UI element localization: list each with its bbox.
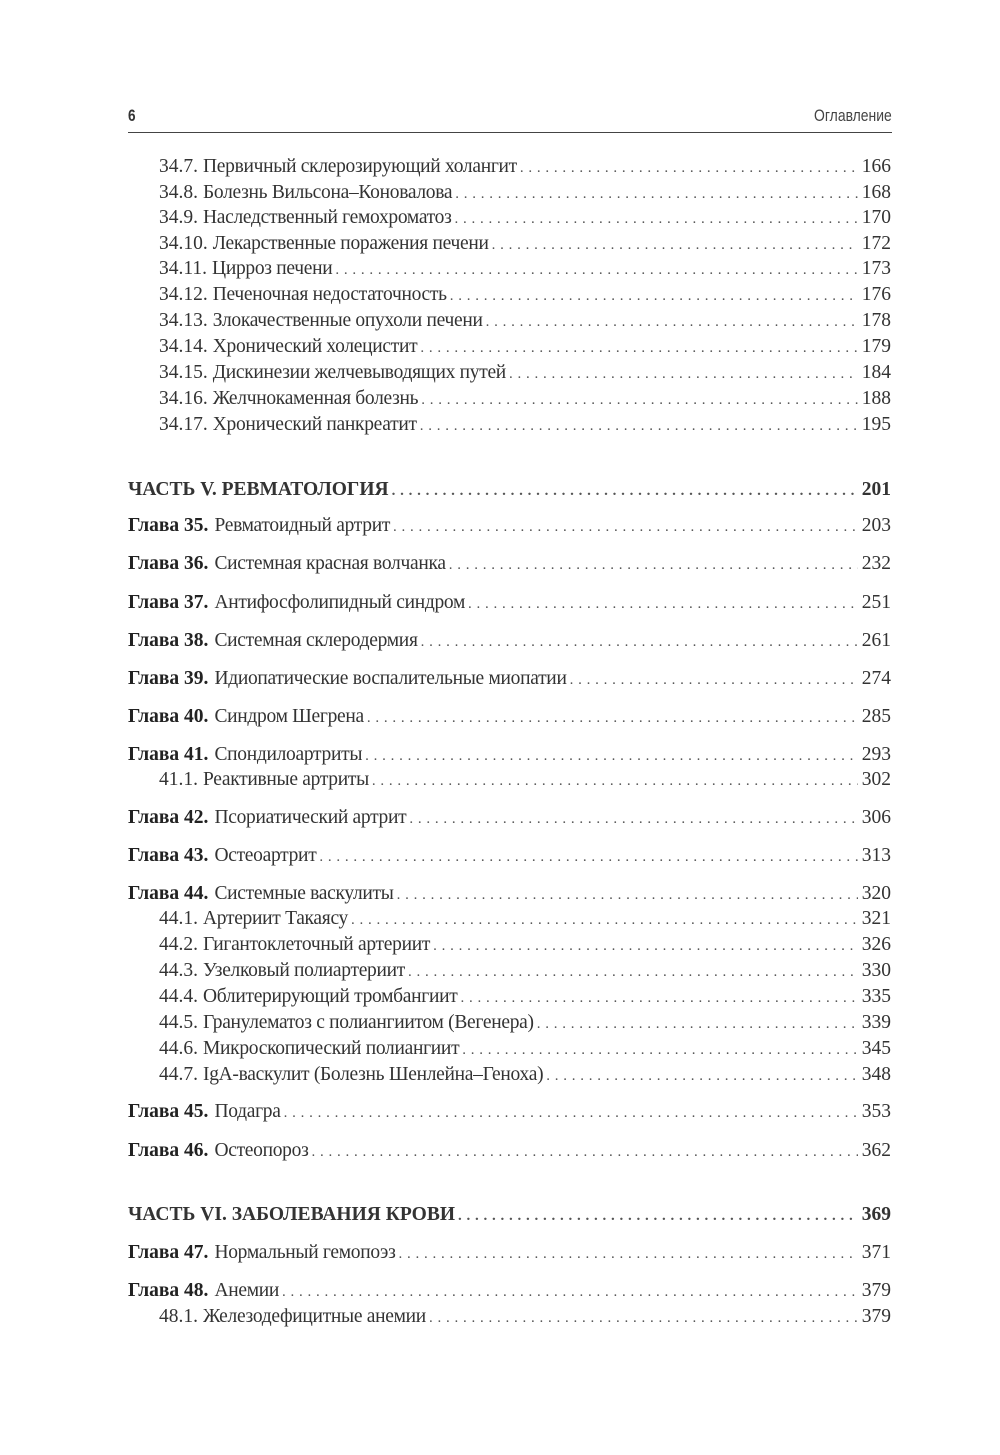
toc-entry-title: Железодефицитные анемии [203,1306,426,1327]
toc-entry-label [159,1037,459,1061]
dot-leader [397,883,858,907]
toc-entry-page: 285 [861,706,891,727]
toc-chapter-entry[interactable] [128,591,891,615]
toc-entry-number: Глава 36. [128,553,209,574]
dot-leader [372,769,858,793]
dot-leader [420,414,858,438]
toc-section-entry[interactable] [159,933,891,957]
toc-entry-number: 44.4. [159,986,198,1007]
toc-entry-label [159,907,348,931]
toc-entry-title: Лекарственные поражения печени [212,233,489,254]
toc-entry-label [128,591,465,615]
toc-entry-number: 48.1. [159,1306,198,1327]
page-number: 6 [128,106,136,125]
toc-entry-page: 313 [861,845,891,866]
toc-entry-title: Системная красная волчанка [214,553,446,574]
dot-leader [282,1280,858,1304]
toc-entry-title: Остеопороз [214,1140,309,1161]
dot-leader [455,182,857,206]
toc-entry-page: 232 [861,553,891,574]
toc-entry-label [159,387,418,411]
toc-entry-title: ЧАСТЬ V. РЕВМАТОЛОГИЯ [128,479,389,500]
dot-leader [520,156,858,180]
toc-entry-page: 362 [861,1140,891,1161]
toc-entry-title: Злокачественные опухоли печени [212,310,483,331]
dot-leader [570,668,858,692]
toc-entry-title: Болезнь Вильсона–Коновалова [203,182,453,203]
toc-entry-number: Глава 44. [128,883,209,904]
toc-chapter-entry[interactable] [128,1279,891,1303]
toc-entry-number: 44.5. [159,1012,198,1033]
toc-entry-label [128,1139,309,1163]
dot-leader [462,1038,857,1062]
toc-entry-title: IgA-васкулит (Болезнь Шенлейна–Геноха) [203,1064,544,1085]
toc-entry-page: 321 [861,908,891,929]
toc-entry-number: 34.14. [159,336,208,357]
toc-chapter-entry[interactable] [128,667,891,691]
toc-entry-number: Глава 45. [128,1101,209,1122]
toc-chapter-entry[interactable] [128,844,891,868]
toc-entry-title: Наследственный гемохроматоз [203,207,452,228]
toc-entry-number: Глава 39. [128,668,209,689]
toc-section-entry[interactable] [159,1063,891,1087]
toc-entry-number: Глава 43. [128,845,209,866]
toc-entry-label [159,959,405,983]
toc-entry-title: Псориатический артрит [214,807,407,828]
toc-entry-label [128,844,316,868]
toc-entry-number: 34.10. [159,233,208,254]
toc-entry-number: Глава 47. [128,1242,209,1263]
toc-section-entry[interactable] [159,907,891,931]
toc-entry-title: Цирроз печени [212,258,333,279]
dot-leader [421,630,858,654]
toc-entry-page: 371 [861,1242,891,1263]
toc-entry-page: 302 [861,769,891,790]
toc-entry-title: Синдром Шегрена [214,706,364,727]
toc-entry-page: 320 [861,883,891,904]
toc-entry-page: 261 [861,630,891,651]
toc-entry-number: Глава 40. [128,706,209,727]
toc-section-entry[interactable] [159,257,891,281]
dot-leader [420,336,857,360]
toc-entry-page: 203 [861,515,891,536]
toc-entry-label [128,1279,279,1303]
toc-entry-page: 251 [861,592,891,613]
toc-entry-title: Системные васкулиты [214,883,394,904]
dot-leader [468,592,858,616]
toc-entry-page: 339 [861,1012,891,1033]
toc-entry-title: Подагра [214,1101,281,1122]
dot-leader [399,1242,858,1266]
toc-entry-page: 170 [861,207,891,228]
dot-leader [408,960,858,984]
toc-entry-number: Глава 37. [128,592,209,613]
toc-part-heading[interactable] [128,478,891,502]
toc-entry-number: 34.12. [159,284,208,305]
toc-entry-label [159,283,447,307]
toc-entry-label [128,806,406,830]
toc-entry-number: 34.16. [159,388,208,409]
dot-leader [351,908,858,932]
toc-entry-label [128,882,394,906]
toc-entry-label [159,1011,534,1035]
dot-leader [284,1101,858,1125]
toc-entry-number: 44.3. [159,960,198,981]
toc-section-entry[interactable] [159,283,891,307]
toc-entry-number: 44.6. [159,1038,198,1059]
toc-entry-label [159,257,332,281]
toc-entry-page: 379 [861,1280,891,1301]
toc-chapter-entry[interactable] [128,514,891,538]
toc-entry-title: Желчнокаменная болезнь [212,388,419,409]
toc-entry-number: Глава 42. [128,807,209,828]
toc-entry-title: Гигантоклеточный артериит [203,934,431,955]
toc-entry-title: Хронический холецистит [212,336,418,357]
toc-entry-number: Глава 48. [128,1280,209,1301]
toc-entry-number: Глава 46. [128,1140,209,1161]
toc-entry-page: 173 [861,258,891,279]
toc-section-entry[interactable] [159,335,891,359]
toc-entry-title: Остеоартрит [214,845,317,866]
toc-entry-title: Анемии [214,1280,280,1301]
toc-entry-label [128,629,418,653]
toc-chapter-entry[interactable] [128,705,891,729]
toc-entry-number: 44.7. [159,1064,198,1085]
dot-leader [393,515,858,539]
dot-leader [367,706,858,730]
toc-entry-label [159,206,452,230]
toc-entry-label [128,1241,396,1265]
toc-entry-page: 348 [861,1064,891,1085]
toc-entry-page: 293 [861,744,891,765]
toc-entry-title: Первичный склерозирующий холангит [203,156,517,177]
toc-entry-label [159,985,457,1009]
toc-section-entry[interactable] [159,181,891,205]
dot-leader [546,1064,857,1088]
toc-section-entry[interactable] [159,309,891,333]
dot-leader [458,1204,858,1228]
toc-entry-title: Печеночная недостаточность [212,284,447,305]
dot-leader [335,258,857,282]
toc-entry-number: 41.1. [159,769,198,790]
toc-entry-label [159,1063,543,1087]
toc-entry-title: ЧАСТЬ VI. ЗАБОЛЕВАНИЯ КРОВИ [128,1204,455,1225]
toc-entry-page: 326 [861,934,891,955]
toc-chapter-entry[interactable] [128,1241,891,1265]
dot-leader [486,310,858,334]
toc-entry-page: 176 [861,284,891,305]
toc-entry-page: 379 [861,1306,891,1327]
toc-section-entry[interactable] [159,1011,891,1035]
toc-chapter-entry[interactable] [128,552,891,576]
toc-entry-page: 188 [861,388,891,409]
toc-entry-number: Глава 41. [128,744,209,765]
dot-leader [449,553,858,577]
toc-entry-page: 172 [861,233,891,254]
toc-entry-number: 34.11. [159,258,208,279]
toc-entry-label [159,361,506,385]
toc-entry-number: 44.1. [159,908,198,929]
toc-section-entry[interactable] [159,768,891,792]
toc-entry-page: 179 [861,336,891,357]
toc-entry-page: 184 [861,362,891,383]
toc-entry-title: Дискинезии желчевыводящих путей [212,362,506,383]
dot-leader [509,362,858,386]
toc-entry-label [159,413,417,437]
toc-section-entry[interactable] [159,387,891,411]
toc-entry-number: Глава 38. [128,630,209,651]
toc-entry-page: 166 [861,156,891,177]
toc-entry-label [128,743,362,767]
toc-entry-page: 335 [861,986,891,1007]
toc-entry-title: Реактивные артриты [203,769,369,790]
toc-section-entry[interactable] [159,155,891,179]
toc-entry-title: Узелковый полиартериит [203,960,405,981]
toc-section-entry[interactable] [159,361,891,385]
page-header [128,104,892,133]
toc-entry-title: Ревматоидный артрит [214,515,391,536]
toc-entry-label [128,667,567,691]
toc-section-entry[interactable] [159,206,891,230]
toc-entry-title: Артериит Такаясу [203,908,349,929]
toc-part-heading[interactable] [128,1203,891,1227]
toc-entry-title: Спондилоартриты [214,744,363,765]
dot-leader [319,845,857,869]
dot-leader [429,1306,858,1330]
toc-entry-number: 34.8. [159,182,198,203]
running-head: Оглавление [814,106,892,125]
toc-entry-number: 34.7. [159,156,198,177]
toc-entry-page: 195 [861,414,891,435]
toc-entry-number: 34.17. [159,414,208,435]
toc-entry-label [128,705,364,729]
toc-entry-label [159,335,417,359]
toc-entry-number: 34.13. [159,310,208,331]
toc-section-entry[interactable] [159,1305,891,1329]
toc-chapter-entry[interactable] [128,882,891,906]
toc-chapter-entry[interactable] [128,1139,891,1163]
dot-leader [455,207,858,231]
toc-chapter-entry[interactable] [128,1100,891,1124]
toc-chapter-entry[interactable] [128,629,891,653]
toc-entry-label [159,155,517,179]
toc-entry-label [128,478,389,502]
dot-leader [409,807,857,831]
toc-section-entry[interactable] [159,985,891,1009]
toc-chapter-entry[interactable] [128,743,891,767]
toc-section-entry[interactable] [159,413,891,437]
toc-entry-page: 353 [861,1101,891,1122]
toc-entry-page: 369 [861,1204,891,1225]
toc-entry-label [159,181,452,205]
dot-leader [312,1140,858,1164]
dot-leader [460,986,857,1010]
toc-entry-label [128,1100,281,1124]
toc-entry-title: Системная склеродермия [214,630,418,651]
toc-entry-title: Нормальный гемопоэз [214,1242,396,1263]
toc-entry-page: 345 [861,1038,891,1059]
toc-entry-page: 306 [861,807,891,828]
toc-entry-page: 274 [861,668,891,689]
toc-entry-title: Гранулематоз с полиангиитом (Вегенера) [203,1012,534,1033]
toc-entry-label [128,514,390,538]
dot-leader [421,388,857,412]
toc-entry-page: 178 [861,310,891,331]
dot-leader [365,744,858,768]
toc-entry-page: 201 [861,479,891,500]
toc-entry-title: Хронический панкреатит [212,414,417,435]
toc-entry-number: 34.9. [159,207,198,228]
toc-entry-label [159,933,430,957]
toc-entry-title: Антифосфолипидный синдром [214,592,466,613]
toc-entry-title: Облитерирующий тромбангиит [203,986,458,1007]
toc-section-entry[interactable] [159,232,891,256]
dot-leader [392,479,858,503]
toc-entry-title: Микроскопический полиангиит [203,1038,460,1059]
toc-entry-page: 330 [861,960,891,981]
dot-leader [492,233,858,257]
toc-entry-label [128,1203,455,1227]
dot-leader [537,1012,858,1036]
toc-entry-label [159,309,483,333]
toc-section-entry[interactable] [159,959,891,983]
toc-entry-label [159,232,489,256]
toc-chapter-entry[interactable] [128,806,891,830]
dot-leader [450,284,858,308]
toc-entry-number: 44.2. [159,934,198,955]
toc-entry-title: Идиопатические воспалительные миопатии [214,668,567,689]
toc-entry-label [128,552,446,576]
toc-entry-number: Глава 35. [128,515,209,536]
toc-entry-number: 34.15. [159,362,208,383]
dot-leader [433,934,858,958]
toc-entry-page: 168 [861,182,891,203]
toc-entry-label [159,1305,426,1329]
toc-section-entry[interactable] [159,1037,891,1061]
toc-entry-label [159,768,369,792]
